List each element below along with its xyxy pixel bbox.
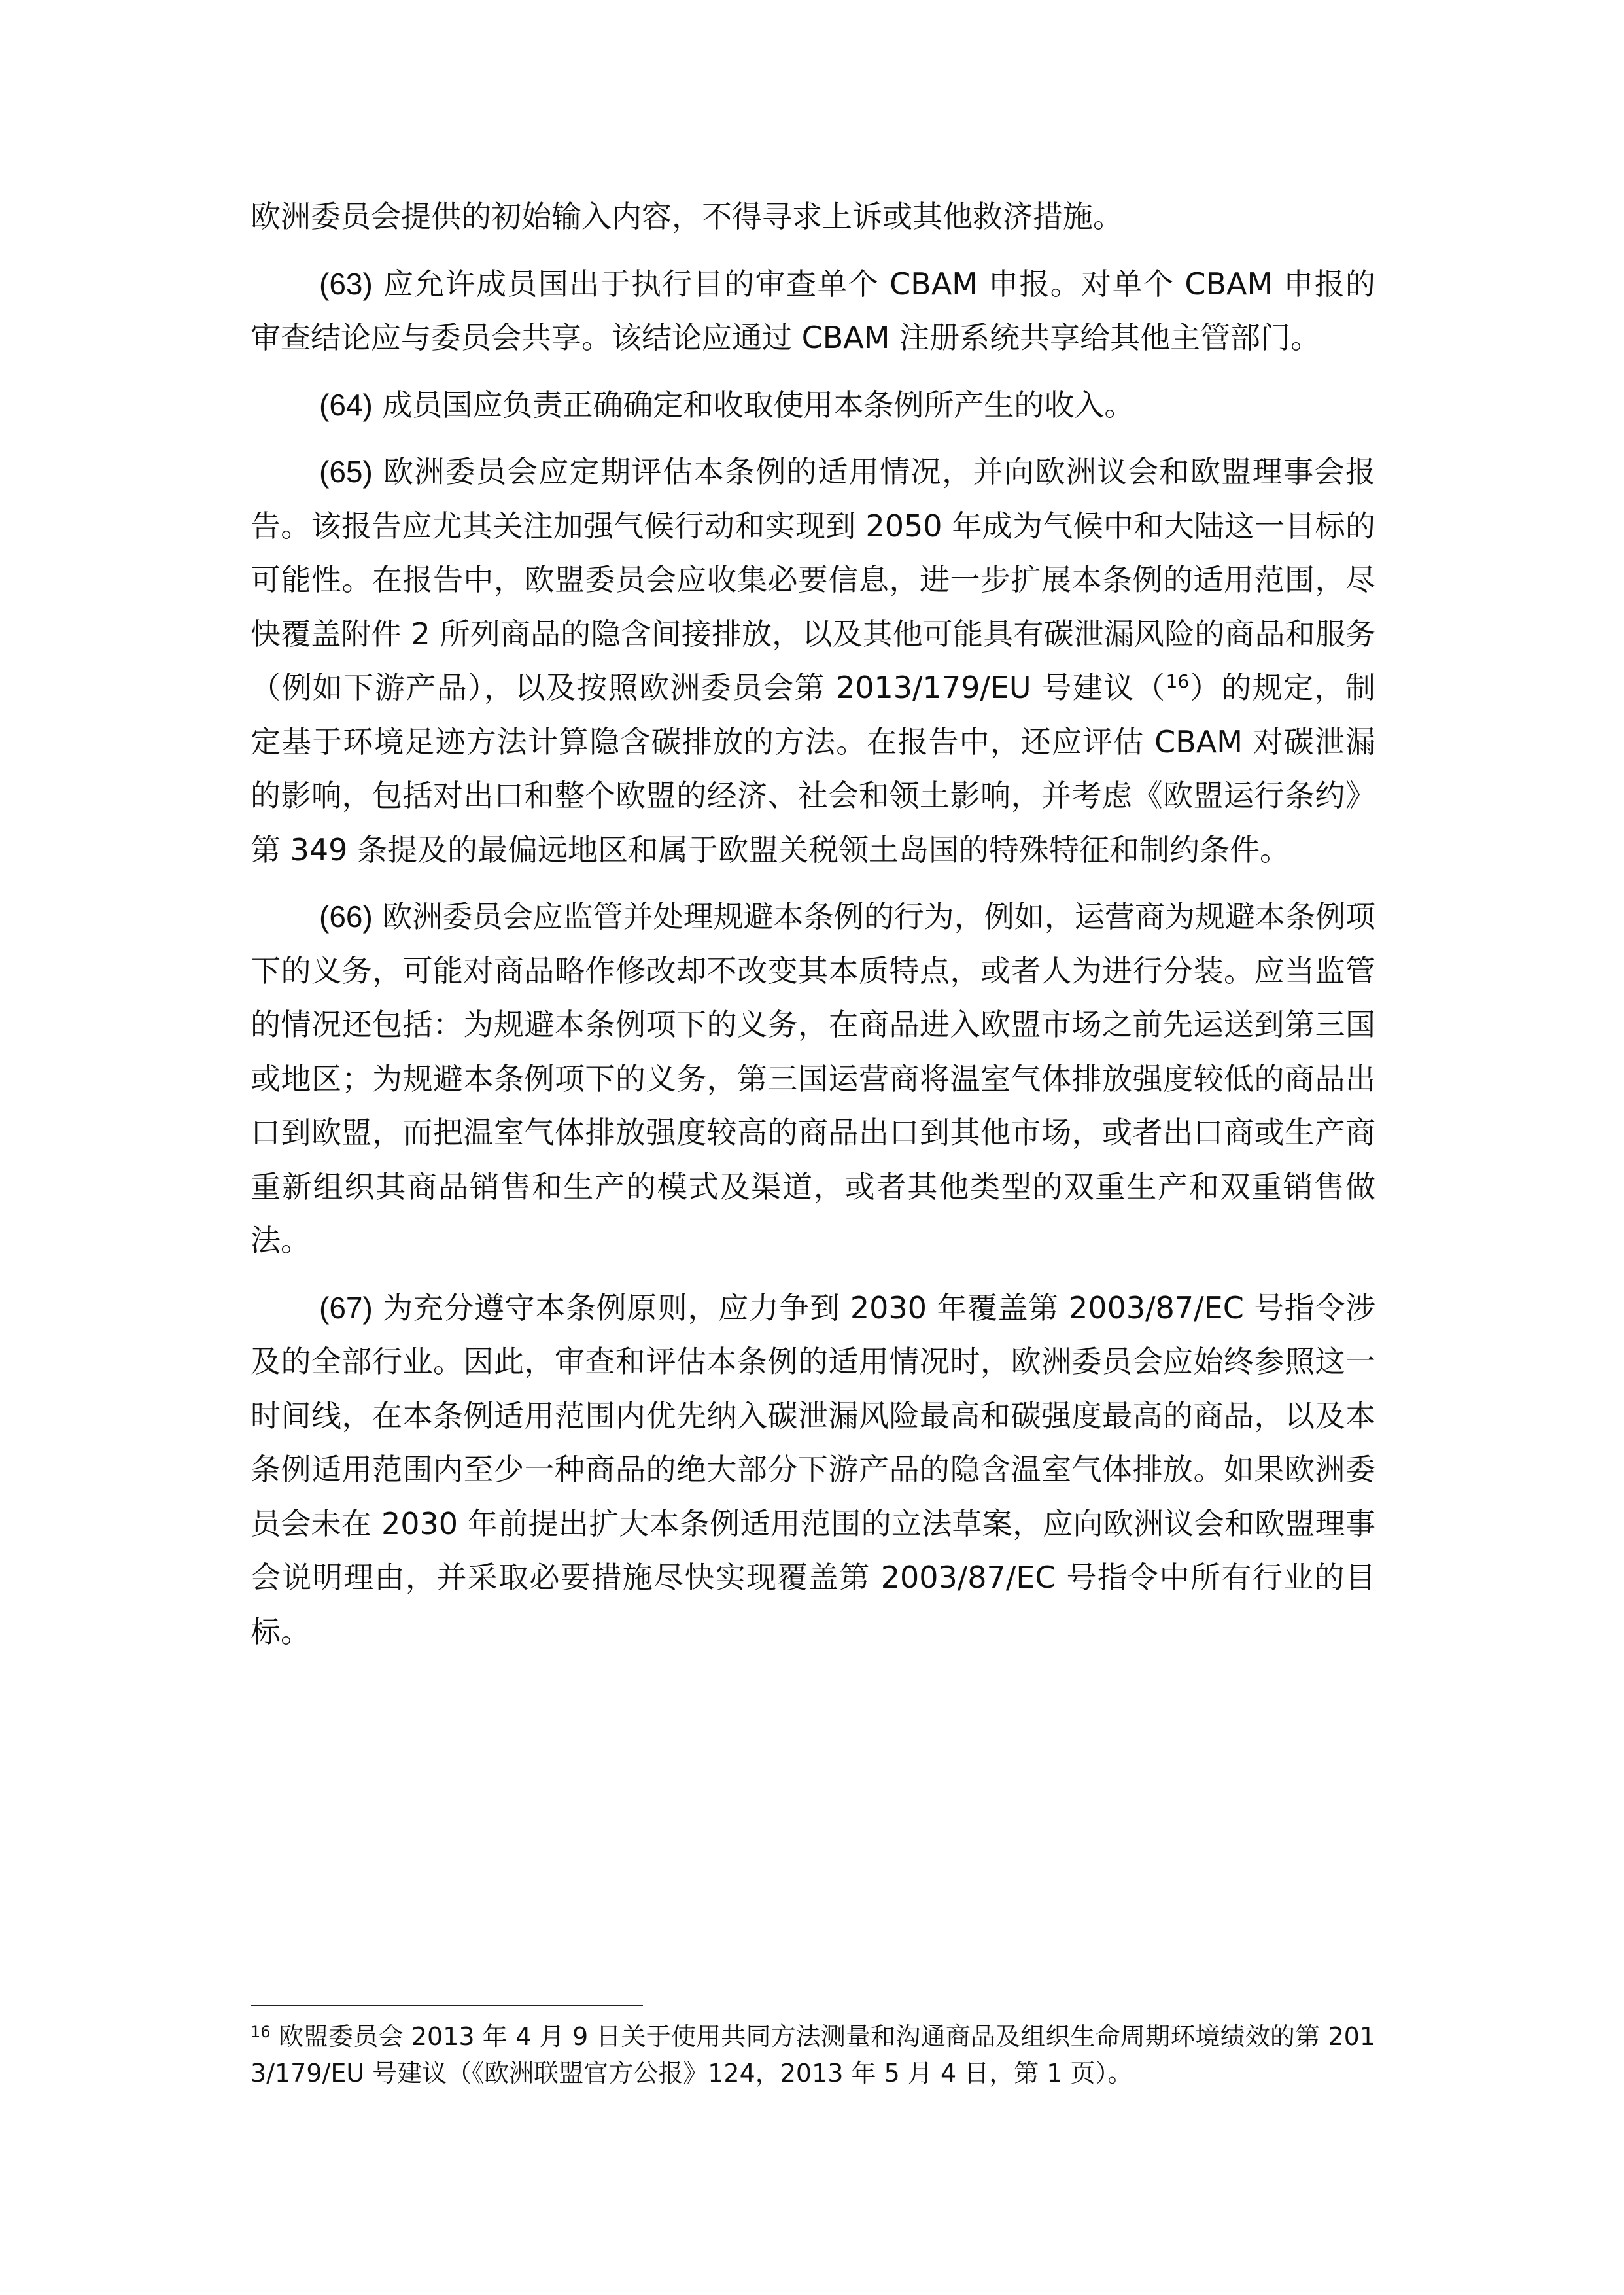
paragraph-63 [251, 257, 1375, 365]
paragraph-number: (67) [319, 1290, 373, 1325]
paragraph-text: 欧洲委员会提供的初始输入内容，不得寻求上诉或其他救济措施。 [251, 199, 1123, 234]
paragraph-text: 成员国应负责正确确定和收取使用本条例所产生的收入。 [372, 387, 1135, 423]
paragraph-number: (65) [319, 455, 373, 489]
paragraph-64 [251, 378, 1375, 432]
paragraph-65 [251, 445, 1375, 877]
paragraph-number: (63) [319, 266, 373, 301]
footnote-16 [251, 2018, 1375, 2092]
footnote-separator [251, 2005, 643, 2006]
paragraph-66 [251, 890, 1375, 1268]
footnote-marker: 16 [251, 2023, 271, 2041]
paragraph-67 [251, 1281, 1375, 1659]
footnote-reference[interactable]: 16 [1166, 671, 1190, 692]
paragraph-text: 欧洲委员会应监管并处理规避本条例的行为，例如，运营商为规避本条例项下的义务，可能对商品略作修改却不改变其本质特点，或者人为进行分装。应当监管的情况还包括：为规避本条例项下的义务，在商品进入欧盟市场之前先运送到第三国或地区；为规避本条例项下的义务，第三国运营商将温室气体排放强度较低的商品出口到欧盟，而把温室气体排放强度较高的商品出口到其他市场，或者出口商或生产商重新组织其商品销售和生产的模式及渠道，或者其他类型的双重生产和双重销售做法。 [251, 899, 1375, 1258]
paragraph-text: 为充分遵守本条例原则，应力争到 2030 年覆盖第 2003/87/EC 号指令涉及的全部行业。因此，审查和评估本条例的适用情况时，欧洲委员会应始终参照这一时间线，在本条例适用范围内优先纳入碳泄漏风险最高和碳强度最高的商品，以及本条例适用范围内至少一种商品的绝大部分下游产品的隐含温室气体排放。如果欧洲委员会未在 2030 年前提出扩大本条例适用范围的立法草案，应向欧洲议会和欧盟理事会说明理由，并采取必要措施尽快实现覆盖第 2003/87/EC 号指令中所有行业的目标。 [251, 1289, 1375, 1649]
paragraph-62-continuation [251, 190, 1375, 244]
footnote-text: 欧盟委员会 2013 年 4 月 9 日关于使用共同方法测量和沟通商品及组织生命周期环境绩效的第 2013/179/EU 号建议（《欧洲联盟官方公报》124，2013 年 5 月 4 日，第 1 页）。 [251, 2022, 1375, 2088]
paragraph-number: (64) [319, 387, 373, 422]
paragraph-number: (66) [319, 900, 373, 934]
paragraph-text-continued: ）的规定，制定基于环境足迹方法计算隐含碳排放的方法。在报告中，还应评估 CBAM 对碳泄漏的影响，包括对出口和整个欧盟的经济、社会和领土影响，并考虑《欧盟运行条约》第 349 条提及的最偏远地区和属于欧盟关税领土岛国的特殊特征和制约条件。 [251, 670, 1375, 867]
paragraph-text: 欧洲委员会应定期评估本条例的适用情况，并向欧洲议会和欧盟理事会报告。该报告应尤其关注加强气候行动和实现到 2050 年成为气候中和大陆这一目标的可能性。在报告中，欧盟委员会应收集必要信息，进一步扩展本条例的适用范围，尽快覆盖附件 2 所列商品的隐含间接排放，以及其他可能具有碳泄漏风险的商品和服务（例如下游产品），以及按照欧洲委员会第 2013/179/EU 号建议（ [251, 454, 1375, 705]
document-body [251, 190, 1375, 1672]
paragraph-text: 应允许成员国出于执行目的审查单个 CBAM 申报。对单个 CBAM 申报的审查结论应与委员会共享。该结论应通过 CBAM 注册系统共享给其他主管部门。 [251, 266, 1375, 355]
